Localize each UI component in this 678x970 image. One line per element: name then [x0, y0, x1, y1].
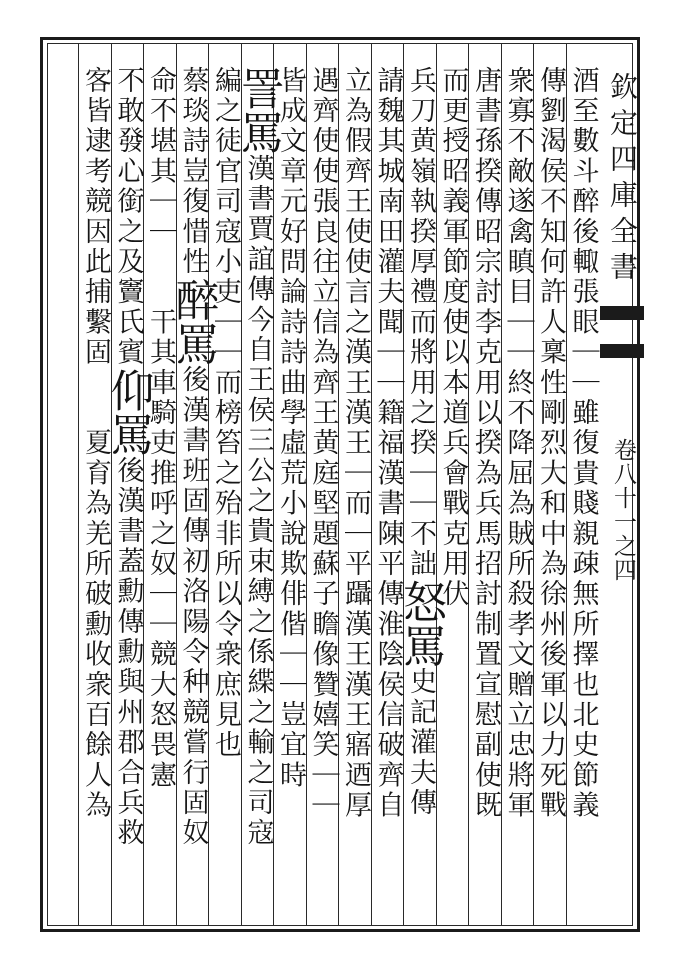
column-text: 傳劉渴侯不知何許人稟性剛烈大和中為徐州後軍以力死戰 [535, 66, 566, 821]
column-text: 不敢發心銜之及竇氏賓 [112, 66, 144, 368]
text-column [500, 66, 536, 821]
text-column [435, 66, 471, 610]
page-margin-strip [600, 44, 646, 925]
text-column [337, 66, 373, 821]
column-text [80, 368, 111, 428]
column-text: 干其車騎吏推呼之奴｜｜競大怒畏憲 [145, 307, 176, 791]
heading-term: 詈罵 [232, 66, 284, 154]
text-column [77, 66, 113, 821]
text-column [167, 66, 219, 849]
column-text: 漢書賈誼傳今自王侯三公之貴束縛之係緤之輸之司寇 [242, 154, 274, 849]
fish-tail-bar-top [600, 306, 644, 320]
column-text: 遇齊使使張良往立信為齊王黄庭堅題蘇子瞻像贊嬉笑｜｜ [307, 66, 339, 821]
column-text: 而更授昭義軍節度使以本道兵會戰克用伏 [437, 66, 469, 610]
text-column [102, 66, 154, 849]
text-column [232, 66, 284, 849]
column-text: 兵刀黄嶺執揆厚禮而將用之揆｜｜不詘 [405, 66, 436, 580]
text-column [532, 66, 568, 821]
column-text: 後漢書蓋勳傳勳與州郡合兵救 [112, 456, 144, 849]
volume-label: 卷八十一之四 [610, 438, 636, 582]
column-text: 客皆逮考競因此捕繫固 [80, 66, 111, 368]
text-column [370, 66, 406, 821]
book-title: 欽定四庫全書 [606, 72, 639, 288]
heading-term: 仰罵 [102, 368, 154, 456]
fish-tail-mark [600, 306, 644, 358]
column-text: 唐書孫揆傳昭宗討李克用以揆為兵馬招討制置宣慰副使既 [470, 66, 501, 821]
column-text: 史記灌夫傳 [405, 667, 436, 819]
text-column [565, 66, 601, 821]
column-text: 蔡琰詩豈復惜性 [177, 66, 209, 278]
text-column [272, 66, 308, 791]
book-page [40, 37, 640, 932]
text-frame [47, 43, 639, 926]
column-text [145, 247, 176, 307]
text-column [395, 66, 446, 819]
column-text: 後漢書班固傳初洛陽令种競嘗行固奴 [177, 365, 209, 849]
column-text: 命不堪其｜｜ [145, 66, 176, 248]
text-column [305, 66, 341, 821]
column-text: 皆成文章元好問論詩詩曲學虛荒小說欺俳偕｜｜豈宜時 [275, 66, 306, 791]
column-text: 酒至數斗醉後輙張眼｜｜雖復貴賤親疎無所擇也北史節義 [567, 66, 599, 821]
heading-term: 怒罵 [395, 579, 446, 668]
column-text: 編之徒官司寇小吏｜｜而榜笞之殆非所以令衆庶見也 [210, 66, 241, 761]
heading-term: 醉罵 [167, 277, 219, 366]
column-text: 夏育為羌所破勳收衆百餘人為 [80, 428, 111, 822]
text-column [207, 66, 243, 761]
fish-tail-bar-bottom [600, 344, 644, 358]
column-text: 立為假齊王使使言之漢王漢王｜而｜平躡漢王漢王寤迺厚 [340, 66, 371, 821]
column-text: 衆寡不敵遂禽瞋目｜｜終不降屈為賊所殺孝文贈立忠將軍 [502, 66, 534, 821]
column-text: 請魏其城南田灌夫聞｜｜籍福漢書陳平傳淮陰侯信破齊自 [372, 66, 404, 821]
text-column [467, 66, 503, 821]
